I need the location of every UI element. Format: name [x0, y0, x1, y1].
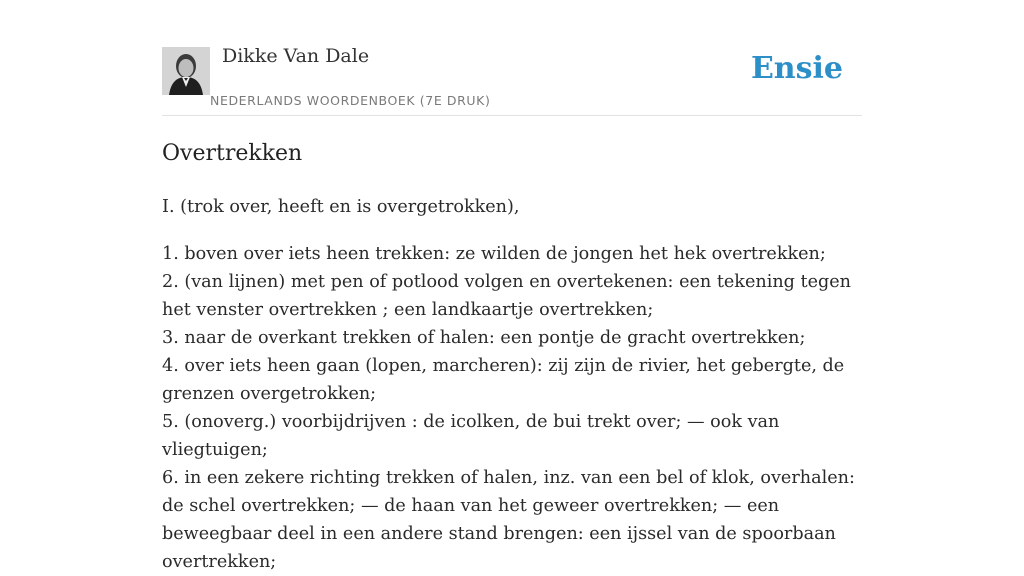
definition-item: 4. over iets heen gaan (lopen, marcheren): zij zijn de rivier, het gebergte, de grenzen overgetrokken; [162, 356, 845, 404]
definition-item: 2. (van lijnen) met pen of potlood volgen en overtekenen: een tekening tegen het venster overtrekken ; een landkaartje overtrekken; [162, 272, 852, 320]
entry-content [162, 193, 862, 576]
definition-item: 1. boven over iets heen trekken: ze wilden de jongen het hek overtrekken; [162, 244, 826, 264]
ensie-logo[interactable]: Ensie [750, 51, 843, 86]
definition-list [162, 240, 862, 576]
author-avatar[interactable] [162, 47, 210, 95]
entry-title: Overtrekken [162, 141, 303, 166]
source-label: NEDERLANDS WOORDENBOEK (7E DRUK) [210, 93, 491, 108]
entry-intro: I. (trok over, heeft en is overgetrokken), [162, 197, 520, 217]
definition-item: 6. in een zekere richting trekken of halen, inz. van een bel of klok, overhalen: de schel overtrekken; — de haan van het geweer overtrekken; — een beweegbaar deel in een andere stand brengen: een ijssel van de spoorbaan overtrekken; [162, 468, 855, 572]
definition-item: 3. naar de overkant trekken of halen: een pontje de gracht overtrekken; [162, 328, 806, 348]
portrait-icon [162, 47, 210, 95]
definition-item: 5. (onoverg.) voorbijdrijven : de icolken, de bui trekt over; — ook van vliegtuigen; [162, 412, 780, 460]
author-name-link[interactable]: Dikke Van Dale [222, 45, 370, 67]
page [162, 0, 862, 572]
header [162, 0, 862, 116]
